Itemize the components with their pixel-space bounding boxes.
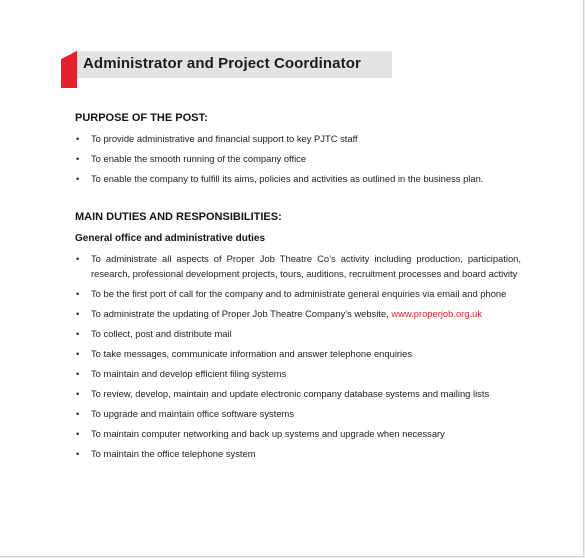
bullet-icon: • xyxy=(76,408,80,419)
bullet-icon: • xyxy=(76,153,80,164)
website-link[interactable]: www.properjob.org.uk xyxy=(391,308,483,319)
purpose-heading: PURPOSE OF THE POST: xyxy=(75,112,208,124)
bullet-icon: • xyxy=(76,253,80,264)
list-item-text: To upgrade and maintain office software systems xyxy=(91,408,295,419)
bullet-icon: • xyxy=(76,448,80,459)
list-item xyxy=(75,171,521,186)
list-item xyxy=(75,386,521,401)
title-accent-mark xyxy=(61,51,77,88)
list-item-text: To administrate the updating of Proper Job Theatre Company’s website, xyxy=(91,308,392,319)
list-item-text: To administrate all aspects of Proper Job Theatre Co’s activity including production, participation, research, professional development projects, tours, auditions, recruitment processes and board activity xyxy=(91,253,521,279)
list-item xyxy=(75,151,521,166)
list-item-text: To review, develop, maintain and update electronic company database systems and mailing lists xyxy=(91,388,490,399)
list-item-text: To be the first port of call for the company and to administrate general enquiries via email and phone xyxy=(91,288,507,299)
duties-list xyxy=(75,251,521,461)
list-item xyxy=(75,426,521,441)
list-item-text: To collect, post and distribute mail xyxy=(91,328,232,339)
bullet-icon: • xyxy=(76,348,80,359)
list-item xyxy=(75,286,521,301)
duties-heading: MAIN DUTIES AND RESPONSIBILITIES: xyxy=(75,211,282,223)
list-item xyxy=(75,446,521,461)
bullet-icon: • xyxy=(76,288,80,299)
list-item xyxy=(75,326,521,341)
document-title: Administrator and Project Coordinator xyxy=(83,55,361,72)
list-item xyxy=(75,346,521,361)
list-item-text: To take messages, communicate information and answer telephone enquiries xyxy=(91,348,413,359)
bullet-icon: • xyxy=(76,308,80,319)
bullet-icon: • xyxy=(76,133,80,144)
list-item xyxy=(75,251,521,281)
list-item xyxy=(75,306,521,321)
list-item xyxy=(75,131,521,146)
bullet-icon: • xyxy=(76,368,80,379)
bullet-icon: • xyxy=(76,328,80,339)
list-item-text: To provide administrative and financial support to key PJTC staff xyxy=(91,133,358,144)
list-item-text: To maintain the office telephone system xyxy=(91,448,256,459)
bullet-icon: • xyxy=(76,428,80,439)
purpose-list xyxy=(75,131,521,186)
list-item-text: To maintain and develop efficient filing systems xyxy=(91,368,287,379)
list-item-text: To enable the smooth running of the company office xyxy=(91,153,307,164)
duties-subheading: General office and administrative duties xyxy=(75,233,266,244)
list-item xyxy=(75,366,521,381)
list-item-text: To maintain computer networking and back up systems and upgrade when necessary xyxy=(91,428,445,439)
list-item xyxy=(75,406,521,421)
bullet-icon: • xyxy=(76,173,80,184)
list-item-text: To enable the company to fulfill its aims, policies and activities as outlined in the business plan. xyxy=(91,173,484,184)
bullet-icon: • xyxy=(76,388,80,399)
